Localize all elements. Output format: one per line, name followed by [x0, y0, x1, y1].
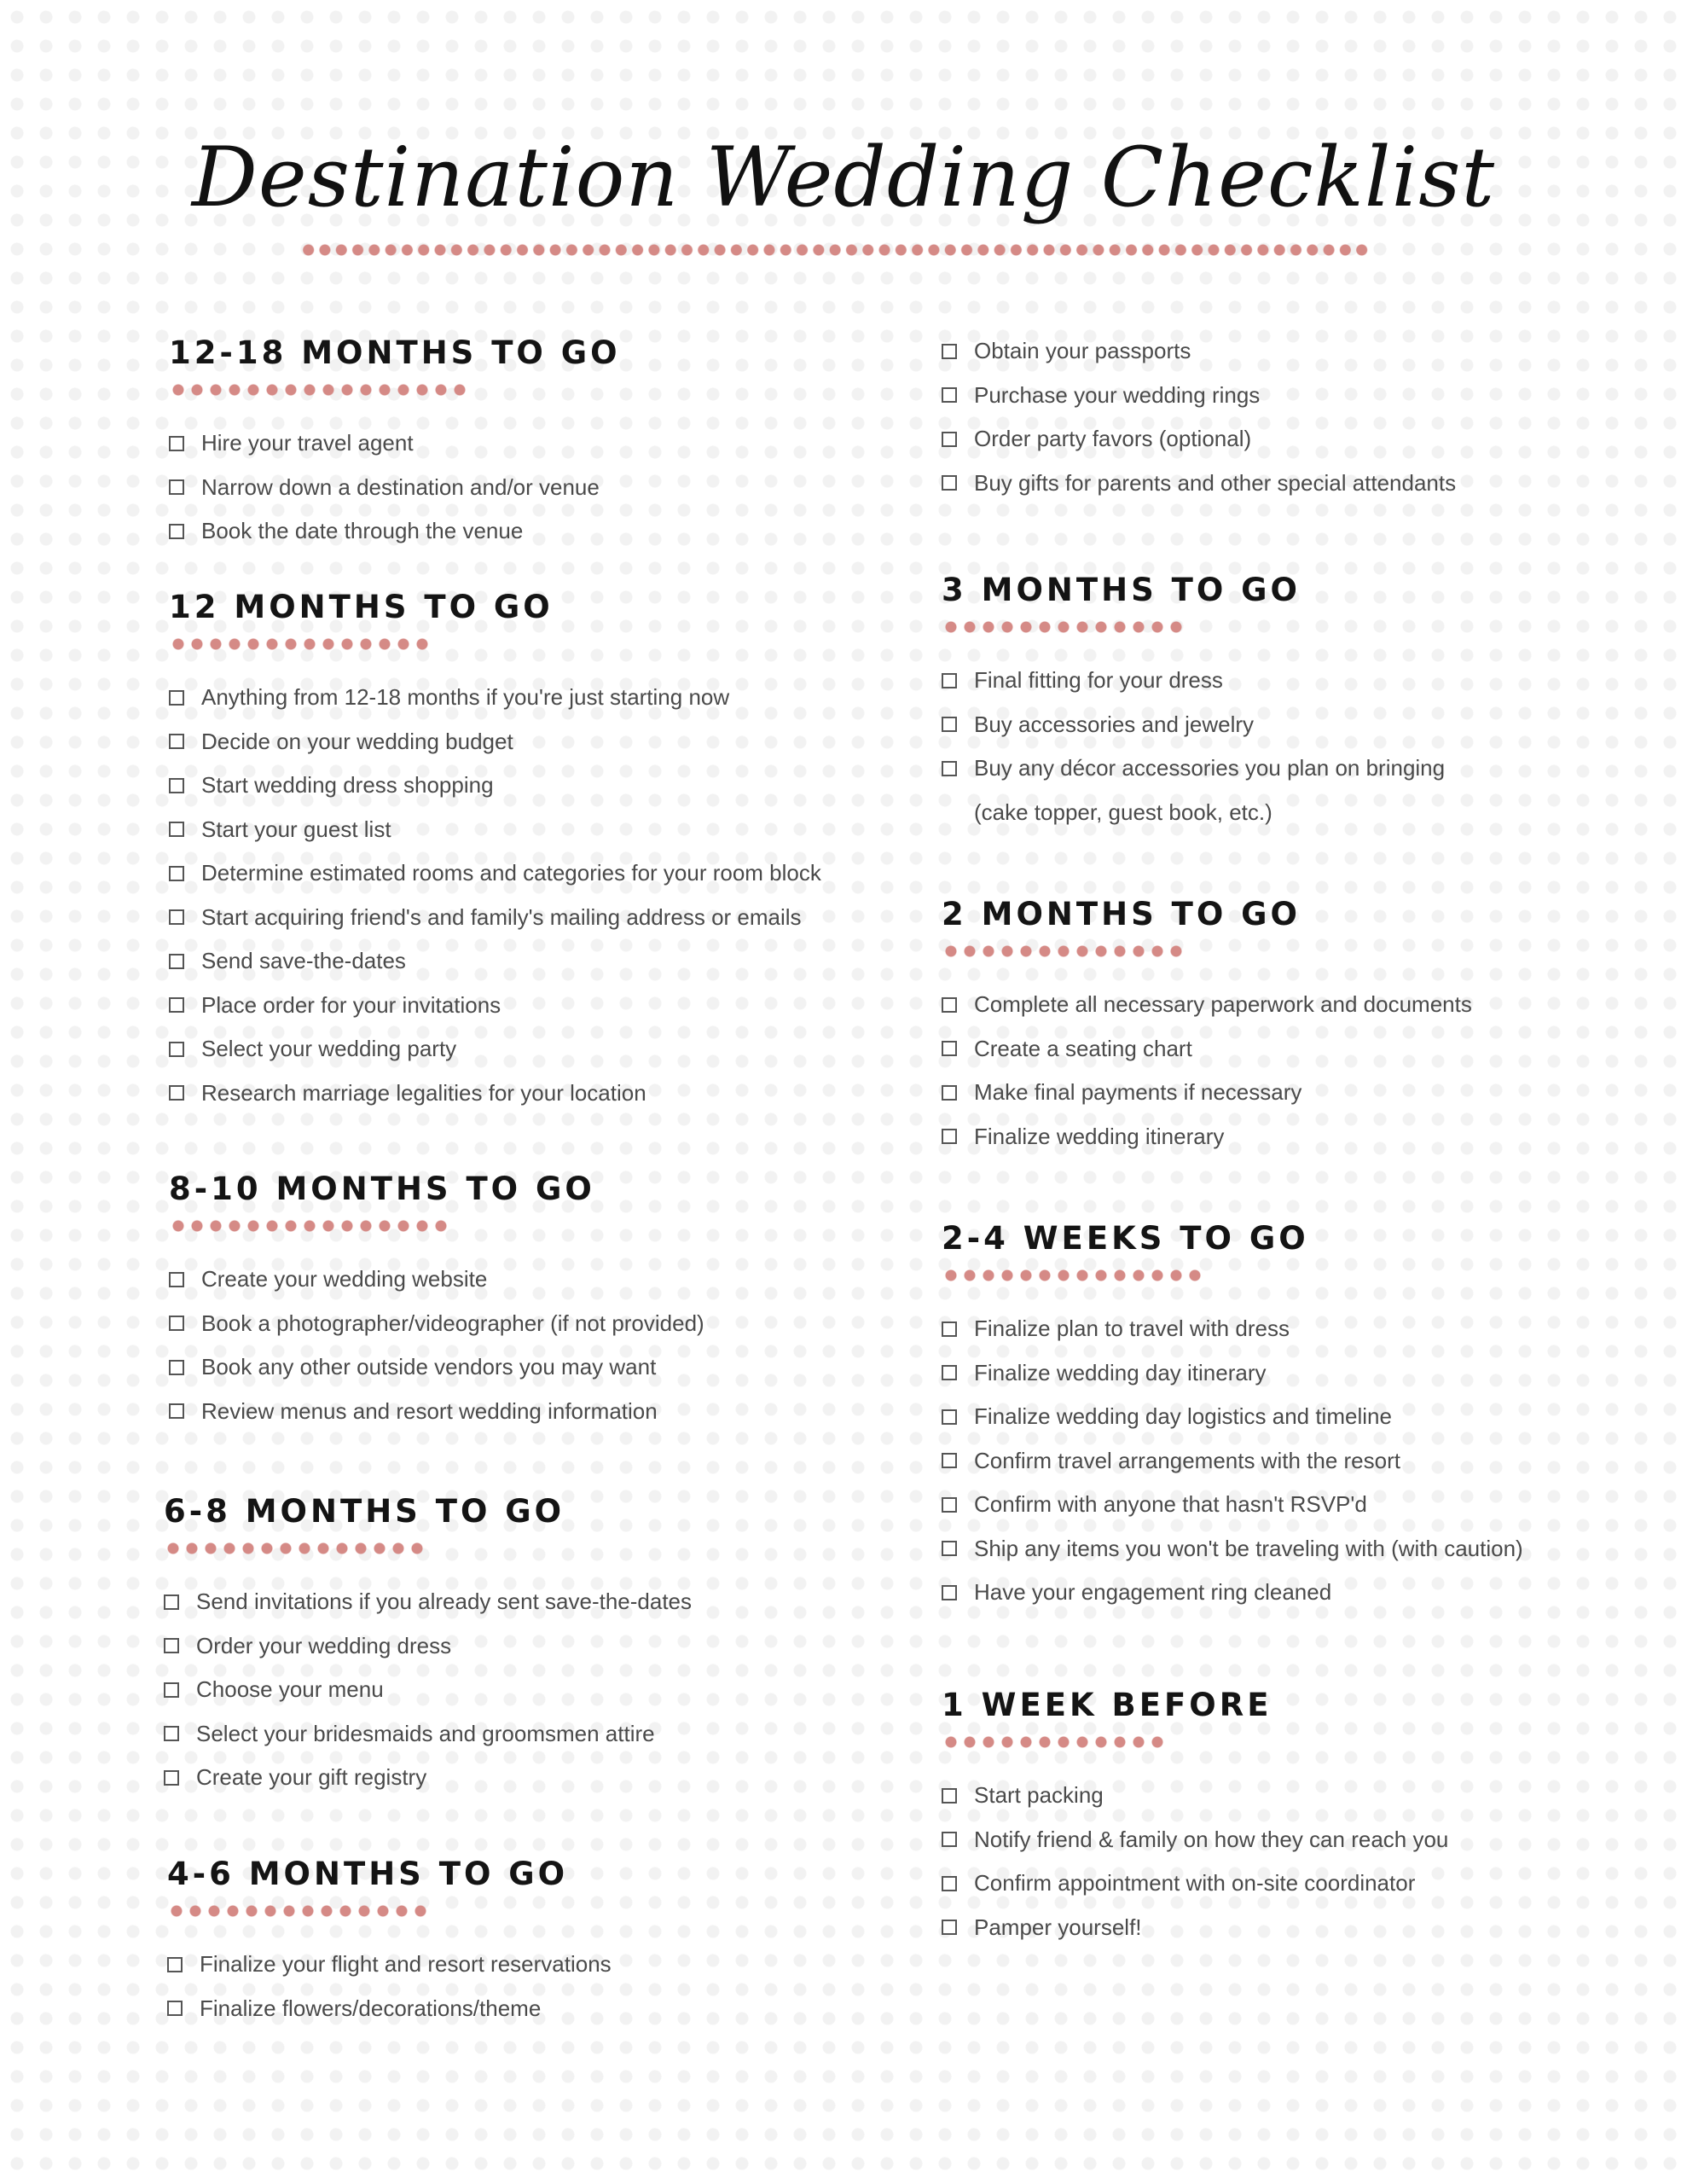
checkbox[interactable] [164, 1594, 179, 1610]
checklist-item [169, 939, 821, 984]
checklist-item-label: Complete all necessary paperwork and documents [974, 991, 1472, 1018]
section-4-6 [167, 1854, 612, 2030]
checklist-item [164, 1756, 692, 1800]
section-divider-dots [169, 638, 430, 650]
checklist-item-label: Research marriage legalities for your location [201, 1079, 646, 1106]
checklist-item-label: Book any other outside vendors you may want [201, 1354, 657, 1380]
checkbox[interactable] [942, 997, 957, 1013]
checklist-item-label: Make final payments if necessary [974, 1079, 1302, 1106]
checkbox[interactable] [942, 1365, 957, 1380]
checklist-item-continuation [942, 791, 1445, 835]
checkbox[interactable] [164, 1726, 179, 1741]
section-12 [169, 587, 821, 1115]
checkbox[interactable] [942, 1541, 957, 1556]
checklist-item-label: Create your wedding website [201, 1266, 488, 1292]
checklist-item [942, 1774, 1448, 1818]
checklist-item-label: Review menus and resort wedding information [201, 1397, 658, 1424]
section-divider-dots [942, 1269, 1203, 1281]
checklist-item-label: Determine estimated rooms and categories for your room block [201, 860, 821, 886]
checklist-item-label: Select your bridesmaids and groomsmen attire [196, 1720, 655, 1746]
checkbox[interactable] [942, 344, 957, 359]
checklist [942, 1774, 1448, 1949]
checkbox[interactable] [942, 1041, 957, 1056]
checklist-item [942, 746, 1445, 791]
checkbox[interactable] [169, 734, 184, 749]
checklist-item [169, 1302, 704, 1346]
checkbox[interactable] [942, 1321, 957, 1337]
section-6-8 [164, 1491, 692, 1800]
checklist-item-label: Finalize wedding itinerary [974, 1123, 1225, 1149]
section-divider-dots [169, 1220, 450, 1232]
checklist-item [942, 417, 1456, 462]
checklist-item-label: Start acquiring friend's and family's mailing address or emails [201, 903, 802, 930]
checklist-item [942, 1439, 1523, 1484]
checklist-item [942, 1906, 1448, 1950]
checklist-item-label: Finalize your flight and resort reservations [200, 1951, 612, 1978]
checkbox[interactable] [169, 436, 184, 451]
title-divider-dots [300, 244, 1368, 256]
checklist-item [942, 1307, 1523, 1351]
checklist [942, 983, 1472, 1159]
checkbox[interactable] [169, 479, 184, 495]
section-3 [942, 570, 1445, 834]
checklist-item-label: Book the date through the venue [201, 518, 524, 544]
checklist-item [942, 1862, 1448, 1906]
checklist-item [942, 1027, 1472, 1072]
checklist-item [942, 1571, 1523, 1615]
section-heading: 1 WEEK BEFORE [942, 1687, 1272, 1723]
checklist-item [942, 329, 1456, 374]
page-title: Destination Wedding Checklist [191, 130, 1496, 225]
checklist-item-label: Confirm travel arrangements with the resort [974, 1447, 1400, 1473]
checklist-item-label: Finalize plan to travel with dress [974, 1316, 1290, 1342]
checklist-item-label: Book a photographer/videographer (if not provided) [201, 1310, 704, 1336]
checklist [169, 421, 621, 554]
section-heading: 2 MONTHS TO GO [942, 896, 1301, 932]
section-divider-dots [169, 384, 469, 396]
checkbox[interactable] [942, 1788, 957, 1804]
checklist-item-label: (cake topper, guest book, etc.) [974, 799, 1272, 825]
checklist-item [942, 374, 1456, 418]
checklist-item [164, 1712, 692, 1757]
checklist-item [942, 983, 1472, 1027]
checklist-item [942, 1351, 1523, 1396]
checklist-item [169, 509, 621, 554]
section-1w [942, 1685, 1448, 1949]
checklist-item [164, 1624, 692, 1669]
checklist-item [169, 421, 621, 466]
checkbox[interactable] [942, 1085, 957, 1101]
checklist-item [942, 703, 1445, 747]
checkbox[interactable] [942, 475, 957, 491]
checklist-item-label: Finalize wedding day itinerary [974, 1359, 1267, 1385]
section-divider-dots [942, 621, 1182, 633]
checklist-item [169, 1345, 704, 1390]
section-divider-dots [942, 945, 1182, 957]
checklist-item [942, 659, 1445, 703]
checklist-item-label: Buy accessories and jewelry [974, 711, 1255, 737]
checklist-item [169, 896, 821, 940]
checklist [164, 1580, 692, 1800]
section-heading: 12-18 MONTHS TO GO [169, 334, 621, 371]
checklist-item-label: Start your guest list [201, 816, 391, 842]
checkbox[interactable] [164, 1682, 179, 1698]
checkbox[interactable] [942, 761, 957, 776]
checklist-item-label: Order party favors (optional) [974, 426, 1252, 452]
checklist-item [942, 462, 1456, 506]
checklist-item-label: Send save-the-dates [201, 948, 406, 974]
section-heading: 12 MONTHS TO GO [169, 589, 554, 625]
checklist-item-label: Select your wedding party [201, 1036, 457, 1062]
checklist-item [167, 1987, 612, 2031]
checklist-item [169, 466, 621, 510]
checklist [942, 329, 1456, 505]
checkbox[interactable] [167, 1957, 183, 1972]
checklist-item-label: Confirm with anyone that hasn't RSVP'd [974, 1491, 1367, 1518]
checkbox[interactable] [942, 1453, 957, 1468]
checkbox[interactable] [169, 954, 184, 969]
checklist [942, 1307, 1523, 1615]
checklist-item [942, 1483, 1523, 1527]
checklist-item [942, 1527, 1523, 1571]
section-divider-dots [164, 1542, 425, 1554]
checklist-item-label: Start wedding dress shopping [201, 772, 494, 799]
checkbox[interactable] [164, 1770, 179, 1786]
checklist-item-label: Finalize wedding day logistics and timeline [974, 1403, 1392, 1430]
checklist-item [942, 1071, 1472, 1115]
checkbox[interactable] [169, 1360, 184, 1375]
checkbox[interactable] [169, 997, 184, 1013]
checklist-item [169, 676, 821, 720]
section-divider-dots [942, 1736, 1165, 1748]
checkbox[interactable] [942, 1920, 957, 1935]
checklist [942, 659, 1445, 834]
checklist [167, 1943, 612, 2030]
checkbox[interactable] [169, 1272, 184, 1287]
checklist [169, 1258, 704, 1433]
checklist-item [169, 851, 821, 896]
checklist-item [169, 1390, 704, 1434]
checklist-item-label: Place order for your invitations [201, 991, 501, 1018]
checklist-item-label: Start packing [974, 1782, 1104, 1809]
checklist-item-label: Create a seating chart [974, 1035, 1192, 1061]
checklist-item-label: Final fitting for your dress [974, 667, 1223, 694]
checkbox[interactable] [169, 1316, 184, 1331]
section-heading: 3 MONTHS TO GO [942, 572, 1301, 608]
checklist-item-label: Finalize flowers/decorations/theme [200, 1995, 542, 2021]
checklist-item-label: Anything from 12-18 months if you're just starting now [201, 684, 730, 711]
checklist-item-label: Order your wedding dress [196, 1632, 452, 1658]
checklist-item [167, 1943, 612, 1987]
checkbox[interactable] [942, 1585, 957, 1600]
section-heading: 8-10 MONTHS TO GO [169, 1170, 595, 1207]
section-heading: 6-8 MONTHS TO GO [164, 1493, 565, 1530]
checkbox[interactable] [942, 1497, 957, 1513]
checkbox[interactable] [942, 387, 957, 403]
checkbox[interactable] [942, 1876, 957, 1891]
checklist-item [942, 1115, 1472, 1159]
checklist-item-label: Ship any items you won't be traveling with (with caution) [974, 1535, 1523, 1561]
section-heading: 2-4 WEEKS TO GO [942, 1220, 1309, 1257]
checklist-item-label: Buy any décor accessories you plan on bringing [974, 755, 1446, 781]
checklist-item-label: Decide on your wedding budget [201, 728, 513, 754]
checklist [169, 676, 821, 1115]
checkbox[interactable] [942, 673, 957, 688]
checklist-item [164, 1580, 692, 1624]
checkbox[interactable] [169, 524, 184, 539]
checklist-item-label: Purchase your wedding rings [974, 381, 1261, 408]
checklist-item-label: Narrow down a destination and/or venue [201, 473, 600, 500]
checklist-item-label: Have your engagement ring cleaned [974, 1579, 1332, 1606]
checkbox[interactable] [942, 1129, 957, 1144]
section-heading: 4-6 MONTHS TO GO [167, 1856, 569, 1892]
checklist-item-label: Send invitations if you already sent save-the-dates [196, 1589, 693, 1615]
checkbox[interactable] [169, 1085, 184, 1101]
checklist-item [942, 1818, 1448, 1862]
checkbox[interactable] [169, 1403, 184, 1419]
checklist-item [169, 720, 821, 764]
checkbox[interactable] [942, 1409, 957, 1425]
section-12-18 [169, 333, 621, 554]
section-2 [942, 894, 1472, 1159]
checkbox[interactable] [169, 909, 184, 925]
section-2-4w [942, 1218, 1523, 1615]
checkbox[interactable] [942, 1832, 957, 1847]
checkbox[interactable] [942, 717, 957, 732]
checkbox[interactable] [169, 866, 184, 881]
checklist-item [169, 1072, 821, 1116]
checklist-item-label: Notify friend & family on how they can reach you [974, 1826, 1449, 1852]
section-4-6-cont [942, 329, 1456, 505]
checklist-item [169, 1027, 821, 1072]
section-divider-dots [167, 1905, 428, 1917]
checklist-item [942, 1395, 1523, 1439]
checklist-item-label: Choose your menu [196, 1676, 384, 1703]
checklist-item-label: Obtain your passports [974, 338, 1191, 364]
section-8-10 [169, 1169, 704, 1433]
checklist-item-label: Buy gifts for parents and other special attendants [974, 469, 1457, 496]
checkbox[interactable] [169, 1042, 184, 1057]
checkbox[interactable] [164, 1638, 179, 1653]
checkbox[interactable] [942, 432, 957, 447]
checklist-item [169, 1258, 704, 1302]
checklist-item [169, 984, 821, 1028]
checklist-item-label: Hire your travel agent [201, 430, 414, 456]
checklist-item [164, 1668, 692, 1712]
checkbox[interactable] [169, 822, 184, 837]
checkbox[interactable] [167, 2001, 183, 2016]
checklist-item [169, 808, 821, 852]
checklist-item-label: Confirm appointment with on-site coordinator [974, 1870, 1416, 1896]
checkbox[interactable] [169, 778, 184, 793]
checklist-item [169, 764, 821, 808]
checklist-item-label: Create your gift registry [196, 1764, 427, 1791]
checkbox[interactable] [169, 690, 184, 706]
checklist-item-label: Pamper yourself! [974, 1914, 1142, 1940]
